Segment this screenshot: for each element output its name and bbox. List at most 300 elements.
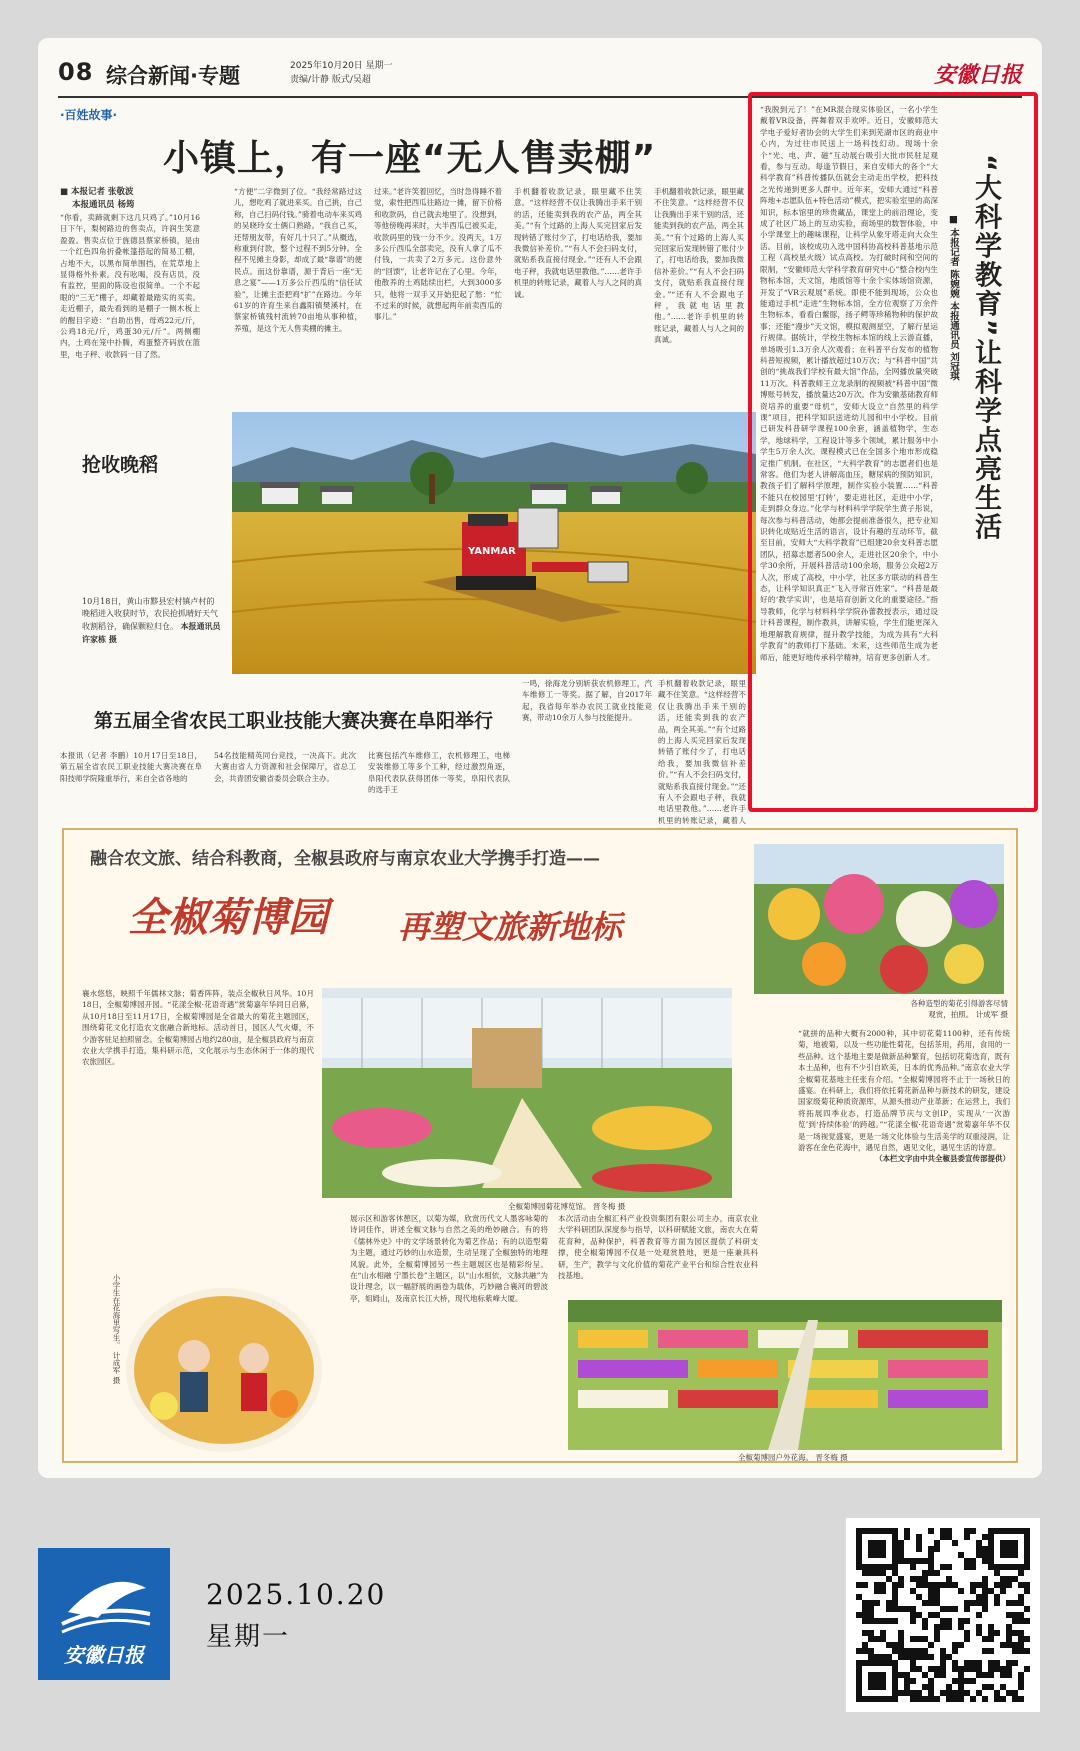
- qr-module: [958, 1642, 964, 1648]
- qr-module: [964, 1534, 970, 1540]
- qr-module: [1006, 1624, 1012, 1630]
- qr-module: [856, 1558, 862, 1564]
- qr-module: [994, 1570, 1000, 1576]
- qr-module: [862, 1660, 868, 1666]
- qr-module: [982, 1558, 988, 1564]
- story1-column-2: “方便”二字微到了位。“我经常路过这儿，想吃鸡了就进来买。自己挑，自己称，自己扫码付钱。”骑着电动车来买鸡的吴晓玲女士俩口熟路。“我自己买，还帮朋友带，有好几十只了。”从概选，称重到付款，整个过程不到5分钟。全程不见摊主身影，却成了最“靠谱”的便民点。而这份靠谱，源于背后一座“无息之宴”——1万多公斤西瓜的“信任试验”，让摊主歪把鸡“扩”在路边。今年61岁的许育生来自鑫阳镇樊溪村，在蔡家桥镇残村流转70亩地从事种植，养殖，是这个无人售卖棚的摊主。: [234, 187, 362, 333]
- story4-column-2: 展示区和游客休憩区，以菊为媒，欣赏历代文人墨客咏菊的诗词佳作，讲述全椒文脉与自然之美的绝妙融合。有的将《儒林外史》中的文学场景转化为菊艺作品；有的以造型菊为主题，通过巧妙的山水造景，生动呈现了全椒独特的地理风貌。此外，全椒菊博园另一些主题展区也是精彩纷呈。在“山水相融 宁墨长卷”主题区，以“山水相依，文脉共融”为设计理念，以一幅舒展的画卷为载体，巧妙融合襄河的碧波亭，姐姆山，及南京长江大桥，现代地标紫峰大厦。: [350, 1214, 548, 1303]
- qr-module: [916, 1546, 922, 1552]
- qr-module: [880, 1618, 886, 1624]
- qr-module: [1006, 1636, 1012, 1642]
- qr-module: [1024, 1558, 1030, 1564]
- qr-module: [922, 1696, 928, 1702]
- qr-module: [874, 1564, 880, 1570]
- qr-module: [1012, 1540, 1018, 1546]
- qr-module: [898, 1552, 904, 1558]
- qr-module: [916, 1636, 922, 1642]
- qr-module: [940, 1528, 946, 1534]
- qr-module: [892, 1582, 898, 1588]
- qr-module: [898, 1546, 904, 1552]
- qr-module: [892, 1666, 898, 1672]
- qr-module: [970, 1588, 976, 1594]
- qr-module: [970, 1678, 976, 1684]
- qr-module: [940, 1672, 946, 1678]
- qr-module: [1018, 1528, 1024, 1534]
- qr-module: [886, 1654, 892, 1660]
- qr-module: [898, 1648, 904, 1654]
- story-kicker: ·百姓故事·: [60, 108, 118, 122]
- qr-code-icon: [846, 1518, 1040, 1712]
- children-illustration: [124, 1286, 324, 1454]
- qr-module: [910, 1648, 916, 1654]
- qr-module: [928, 1642, 934, 1648]
- qr-module: [976, 1540, 982, 1546]
- qr-module: [1012, 1552, 1018, 1558]
- qr-module: [952, 1582, 958, 1588]
- harvester-brand: YANMAR: [468, 546, 516, 557]
- qr-module: [916, 1576, 922, 1582]
- qr-module: [1018, 1618, 1024, 1624]
- qr-module: [928, 1696, 934, 1702]
- qr-module: [934, 1612, 940, 1618]
- qr-module: [1024, 1534, 1030, 1540]
- qr-code[interactable]: [846, 1518, 1040, 1712]
- photo-side-heading: 抢收晚稻: [82, 454, 159, 476]
- photo-caption-b: 全椒菊博园菊花博览馆。 晋冬梅 摄: [508, 1202, 626, 1211]
- qr-module: [946, 1534, 952, 1540]
- qr-module: [1012, 1690, 1018, 1696]
- qr-module: [904, 1558, 910, 1564]
- story4-column-3: 本次活动由全椒汇科产业投资集团有限公司主办，南京农业大学科研团队深度参与指导，以科研赋能文旅，南农大在菊花育种，品种保护，科普教育等方面为园区提供了科研支撑，使全椒菊博园不仅是一处观赏胜地，更是一座兼具科研，生产，教学与文化价值的菊花产业平台和综合性农业科技基地。: [558, 1214, 758, 1281]
- qr-module: [874, 1588, 880, 1594]
- qr-module: [904, 1672, 910, 1678]
- qr-module: [928, 1582, 934, 1588]
- app-footer: [0, 1490, 1080, 1751]
- qr-module: [904, 1534, 910, 1540]
- qr-module: [862, 1582, 868, 1588]
- qr-module: [904, 1678, 910, 1684]
- qr-module: [1018, 1678, 1024, 1684]
- qr-module: [994, 1630, 1000, 1636]
- qr-module: [1006, 1612, 1012, 1618]
- qr-module: [868, 1636, 874, 1642]
- qr-module: [976, 1690, 982, 1696]
- qr-module: [976, 1666, 982, 1672]
- qr-module: [898, 1636, 904, 1642]
- footer-logo-block[interactable]: [38, 1548, 170, 1680]
- qr-module: [892, 1528, 898, 1534]
- qr-module: [868, 1618, 874, 1624]
- qr-module: [964, 1678, 970, 1684]
- qr-module: [982, 1684, 988, 1690]
- qr-module: [988, 1564, 994, 1570]
- qr-module: [988, 1672, 994, 1678]
- qr-module: [874, 1600, 880, 1606]
- rice-harvest-illustration: [232, 412, 756, 674]
- qr-module: [868, 1570, 874, 1576]
- qr-module: [1018, 1600, 1024, 1606]
- story1-text-1: “你看，卖蹄就剩下这几只鸡了。”10月16日下午，梨树路边的售卖点，许润生笑意盈盈。售卖点位于旌德县蔡家桥镇，是由一个红色四角折叠帐篷搭起的简易工棚，占地不大，以黑布简单围挡，在荒草地上显得格外朴素。没有吆喝，没有店员，没有监控，里面的陈设也很简单。一个不起眼的“三无”棚子，却藏着最踏实的买卖。走近棚子，最先看到的是棚子一侧木板上的醒目字迹：“自助出售，母鸡22元/斤，公鸡18元/斤，鸡蛋30元/斤”。两侧棚内，土鸡在笼中扑腾，鸡蛋整齐码放在篮里，电子秤、收款码一目了然。: [60, 213, 200, 359]
- qr-module: [952, 1696, 958, 1702]
- story4-text-4: “就拼的品种大概有2000种，其中切花菊1100种，还有传统菊，地被菊，以及一些功能性菊花，包括茶用，药用，食用的一些品种。这个基地主要是做新品种繁育，包括切花菊选育，既有本土品种，也有不少引自欧美，日本的优秀品种。”南京农业大学全椒菊花基地主任张有介绍。“全椒菊博园将不止于一场秋日的盛宴。在科研上，我们将依托菊花新品种与新技术的研发，建设国家级菊花种质资源库，从源头推动产业革新；在运营上，我们将拓展四季业态，打造品牌节庆与文创IP，实现从‘一次游览’到‘持续体验’的跨越。”“花漾全椒·花语奇遇”赏菊嘉年华不仅是一场视觉盛宴，更是一场文化体验与生活美学的双重浸润，让游客在金色花海中，遇见自然，遇见文化，遇见生活的诗意。: [798, 1029, 1010, 1153]
- qr-module: [976, 1594, 982, 1600]
- qr-module: [880, 1672, 886, 1678]
- qr-module: [874, 1552, 880, 1558]
- qr-module: [958, 1552, 964, 1558]
- qr-module: [982, 1672, 988, 1678]
- qr-module: [892, 1588, 898, 1594]
- qr-module: [982, 1600, 988, 1606]
- qr-module: [994, 1696, 1000, 1702]
- qr-module: [862, 1528, 868, 1534]
- qr-module: [886, 1696, 892, 1702]
- qr-module: [868, 1600, 874, 1606]
- qr-module: [1006, 1660, 1012, 1666]
- qr-module: [856, 1564, 862, 1570]
- qr-module: [904, 1648, 910, 1654]
- qr-module: [862, 1648, 868, 1654]
- qr-module: [868, 1528, 874, 1534]
- story1-column-1: [60, 186, 200, 396]
- qr-module: [976, 1660, 982, 1666]
- qr-module: [910, 1618, 916, 1624]
- qr-module: [934, 1696, 940, 1702]
- qr-module: [934, 1594, 940, 1600]
- qr-module: [940, 1690, 946, 1696]
- qr-module: [862, 1606, 868, 1612]
- qr-module: [940, 1660, 946, 1666]
- qr-module: [976, 1546, 982, 1552]
- qr-module: [1006, 1666, 1012, 1672]
- qr-module: [958, 1684, 964, 1690]
- qr-module: [922, 1624, 928, 1630]
- qr-module: [1012, 1642, 1018, 1648]
- qr-module: [940, 1582, 946, 1588]
- qr-module: [868, 1660, 874, 1666]
- qr-module: [880, 1546, 886, 1552]
- qr-module: [856, 1672, 862, 1678]
- qr-module: [868, 1654, 874, 1660]
- greenhouse-illustration: [322, 988, 732, 1198]
- qr-module: [940, 1606, 946, 1612]
- qr-module: [976, 1612, 982, 1618]
- headline-skills-contest: 第五届全省农民工职业技能大赛决赛在阜阳举行: [94, 710, 494, 732]
- qr-module: [934, 1666, 940, 1672]
- qr-module: [1000, 1546, 1006, 1552]
- qr-module: [868, 1546, 874, 1552]
- qr-module: [1006, 1540, 1012, 1546]
- qr-module: [910, 1696, 916, 1702]
- qr-module: [910, 1576, 916, 1582]
- qr-module: [880, 1636, 886, 1642]
- qr-module: [892, 1648, 898, 1654]
- qr-module: [880, 1588, 886, 1594]
- qr-module: [988, 1636, 994, 1642]
- qr-module: [880, 1684, 886, 1690]
- qr-module: [958, 1666, 964, 1672]
- qr-module: [982, 1552, 988, 1558]
- qr-module: [892, 1678, 898, 1684]
- qr-module: [922, 1654, 928, 1660]
- qr-module: [922, 1600, 928, 1606]
- qr-module: [1012, 1648, 1018, 1654]
- qr-module: [916, 1582, 922, 1588]
- qr-module: [892, 1690, 898, 1696]
- qr-module: [946, 1564, 952, 1570]
- qr-module: [1024, 1666, 1030, 1672]
- qr-module: [994, 1666, 1000, 1672]
- qr-module: [1000, 1666, 1006, 1672]
- qr-module: [898, 1582, 904, 1588]
- qr-module: [892, 1540, 898, 1546]
- story1-byline-1: ■ 本报记者 张敬波: [60, 187, 134, 197]
- qr-module: [892, 1594, 898, 1600]
- qr-module: [1012, 1612, 1018, 1618]
- flower-field-illustration: [568, 1300, 1002, 1450]
- story2-column-5: 手机翻着收款记录，眼里藏不住笑意。“这样经营不仅让我腾出手来干别的活，还能卖到我的农产品，两全其美。”“有个过路的上海人买完回家后发现转错了账付少了，打电话给我，要加我微信补差价。”“有人不会扫码支付，就贴系我直接付现金。”“还有人不会跟电子秤，我就电话里教他。”……老许手机里的转账记录，藏着人: [658, 679, 746, 825]
- qr-module: [988, 1540, 994, 1546]
- qr-module: [922, 1558, 928, 1564]
- qr-module: [868, 1564, 874, 1570]
- qr-module: [898, 1642, 904, 1648]
- qr-module: [874, 1654, 880, 1660]
- qr-module: [892, 1552, 898, 1558]
- photo-caption-c: 全椒菊博园户外花海。 晋冬梅 摄: [738, 1453, 848, 1462]
- qr-module: [928, 1552, 934, 1558]
- qr-module: [964, 1690, 970, 1696]
- qr-module: [982, 1636, 988, 1642]
- qr-module: [970, 1660, 976, 1666]
- qr-module: [868, 1612, 874, 1618]
- qr-module: [892, 1660, 898, 1666]
- qr-module: [994, 1594, 1000, 1600]
- qr-module: [922, 1648, 928, 1654]
- qr-module: [1000, 1552, 1006, 1558]
- qr-module: [982, 1594, 988, 1600]
- qr-module: [928, 1528, 934, 1534]
- qr-module: [964, 1630, 970, 1636]
- qr-module: [964, 1618, 970, 1624]
- qr-module: [862, 1564, 868, 1570]
- issue-date: 2025.10.20: [206, 1578, 387, 1611]
- qr-module: [910, 1636, 916, 1642]
- qr-module: [880, 1660, 886, 1666]
- qr-module: [928, 1558, 934, 1564]
- qr-module: [928, 1612, 934, 1618]
- qr-module: [874, 1678, 880, 1684]
- qr-module: [886, 1600, 892, 1606]
- qr-module: [946, 1624, 952, 1630]
- qr-module: [856, 1534, 862, 1540]
- photo-caption-text: 10月18日，黄山市黟县宏村镇卢村的晚稻进入收获时节，农民抢抓晴好天气收割稻谷，确保颗粒归仓。: [82, 597, 218, 631]
- qr-module: [904, 1684, 910, 1690]
- qr-module: [874, 1696, 880, 1702]
- flower-illustration-a: [754, 844, 1004, 994]
- qr-module: [1018, 1630, 1024, 1636]
- qr-module: [1000, 1582, 1006, 1588]
- story4-column-4: [798, 1028, 1010, 1290]
- qr-module: [1018, 1642, 1024, 1648]
- qr-module: [886, 1660, 892, 1666]
- qr-module: [1000, 1684, 1006, 1690]
- qr-module: [892, 1642, 898, 1648]
- qr-module: [856, 1612, 862, 1618]
- qr-module: [1006, 1582, 1012, 1588]
- qr-module: [868, 1606, 874, 1612]
- qr-module: [988, 1648, 994, 1654]
- qr-module: [958, 1678, 964, 1684]
- qr-module: [970, 1582, 976, 1588]
- qr-module: [928, 1690, 934, 1696]
- qr-module: [922, 1576, 928, 1582]
- qr-module: [892, 1684, 898, 1690]
- qr-module: [952, 1660, 958, 1666]
- qr-module: [934, 1540, 940, 1546]
- qr-module: [1000, 1642, 1006, 1648]
- qr-module: [976, 1624, 982, 1630]
- qr-module: [856, 1552, 862, 1558]
- qr-module: [1000, 1672, 1006, 1678]
- newspaper-page: [38, 38, 1042, 1478]
- headline-big-science-education: “大科学教育”让科学点亮生活: [970, 154, 1001, 542]
- qr-module: [910, 1666, 916, 1672]
- qr-module: [880, 1678, 886, 1684]
- qr-module: [934, 1600, 940, 1606]
- qr-module: [916, 1612, 922, 1618]
- qr-module: [880, 1570, 886, 1576]
- qr-module: [1012, 1660, 1018, 1666]
- qr-module: [922, 1684, 928, 1690]
- qr-module: [928, 1600, 934, 1606]
- qr-module: [964, 1528, 970, 1534]
- qr-module: [946, 1696, 952, 1702]
- qr-module: [874, 1636, 880, 1642]
- qr-module: [982, 1606, 988, 1612]
- qr-module: [898, 1672, 904, 1678]
- qr-module: [916, 1690, 922, 1696]
- qr-module: [880, 1582, 886, 1588]
- qr-module: [904, 1654, 910, 1660]
- qr-module: [988, 1684, 994, 1690]
- child-sketching-photo: [124, 1286, 324, 1454]
- qr-module: [988, 1546, 994, 1552]
- qr-module: [934, 1582, 940, 1588]
- qr-module: [880, 1540, 886, 1546]
- qr-module: [910, 1678, 916, 1684]
- qr-module: [952, 1666, 958, 1672]
- qr-module: [916, 1594, 922, 1600]
- qr-module: [964, 1636, 970, 1642]
- story2-column-1: 本报讯（记者 李鹏）10月17日至18日，第五届全省农民工职业技能大赛决赛在阜阳技师学院隆重举行，来自全省各地的: [60, 751, 202, 783]
- qr-module: [898, 1630, 904, 1636]
- qr-module: [880, 1630, 886, 1636]
- qr-module: [994, 1582, 1000, 1588]
- qr-module: [928, 1684, 934, 1690]
- qr-module: [868, 1678, 874, 1684]
- qr-module: [868, 1672, 874, 1678]
- qr-module: [928, 1666, 934, 1672]
- photo-caption: [82, 596, 222, 646]
- qr-module: [982, 1648, 988, 1654]
- qr-module: [892, 1606, 898, 1612]
- qr-module: [946, 1582, 952, 1588]
- qr-module: [916, 1534, 922, 1540]
- qr-module: [892, 1618, 898, 1624]
- story2-column-2: 54名技能精英同台竞技，一决高下。此次大赛由省人力资源和社会保障厅，省总工会，共青团安徽省委员会联合主办。: [214, 751, 356, 783]
- qr-module: [940, 1564, 946, 1570]
- qr-module: [994, 1690, 1000, 1696]
- qr-module: [1006, 1552, 1012, 1558]
- qr-module: [1018, 1696, 1024, 1702]
- qr-module: [952, 1648, 958, 1654]
- qr-module: [988, 1624, 994, 1630]
- story2-column-3: 比赛包括汽车维修工，农机修理工，电梯安装维修工等多个工种，经过激烈角逐，阜阳代表队获得团体一等奖，阜阳代表队的选手王: [368, 751, 510, 795]
- qr-module: [892, 1546, 898, 1552]
- qr-module: [892, 1564, 898, 1570]
- qr-module: [856, 1678, 862, 1684]
- story1-column-5: 手机翻着收款记录，眼里藏不住笑意。“这样经营不仅让我腾出手来干别的活，还能卖到我的农产品，两全其美。”“有个过路的上海人买完回家后发现转错了账付少了，打电话给我，要加我微信补差价。”“有人不会扫码支付，就贴系我直接付现金。”“还有人不会跟电子秤，我就电话里教他。”……老许手机里的转账记录，藏着人与人之间的真诚。: [654, 187, 744, 345]
- qr-module: [934, 1636, 940, 1642]
- qr-module: [892, 1534, 898, 1540]
- qr-module: [1006, 1672, 1012, 1678]
- qr-module: [982, 1576, 988, 1582]
- qr-module: [958, 1618, 964, 1624]
- qr-module: [862, 1612, 868, 1618]
- qr-module: [886, 1618, 892, 1624]
- qr-module: [928, 1546, 934, 1552]
- qr-module: [856, 1690, 862, 1696]
- qr-module: [946, 1528, 952, 1534]
- qr-module: [988, 1660, 994, 1666]
- qr-module: [862, 1630, 868, 1636]
- qr-module: [958, 1690, 964, 1696]
- qr-module: [874, 1528, 880, 1534]
- qr-module: [946, 1618, 952, 1624]
- qr-module: [976, 1672, 982, 1678]
- qr-module: [970, 1666, 976, 1672]
- qr-module: [892, 1672, 898, 1678]
- qr-module: [892, 1600, 898, 1606]
- qr-module: [886, 1564, 892, 1570]
- qr-module: [856, 1648, 862, 1654]
- qr-module: [1024, 1552, 1030, 1558]
- qr-module: [1006, 1642, 1012, 1648]
- qr-module: [856, 1528, 862, 1534]
- qr-module: [904, 1606, 910, 1612]
- qr-module: [1024, 1636, 1030, 1642]
- exhibition-hall-photo: [322, 988, 732, 1198]
- qr-module: [934, 1624, 940, 1630]
- masthead-meta: [290, 59, 393, 87]
- qr-module: [922, 1636, 928, 1642]
- qr-module: [988, 1558, 994, 1564]
- qr-module: [1012, 1600, 1018, 1606]
- qr-module: [970, 1696, 976, 1702]
- qr-module: [964, 1558, 970, 1564]
- qr-module: [856, 1666, 862, 1672]
- qr-module: [1018, 1594, 1024, 1600]
- qr-module: [994, 1528, 1000, 1534]
- qr-module: [1018, 1648, 1024, 1654]
- qr-module: [934, 1546, 940, 1552]
- story4-column-1: 襄水悠悠，映照千年儒林文脉；菊香阵阵，装点全椒秋日风华。10月18日，全椒菊博园开园。“花漾全椒·花语奇遇”赏菊嘉年华同日启幕，从10月18日至11月17日，全椒菊博园是全省最大的菊花主题园区，围绕菊花文化打造农文旅融合新地标。活动首日，园区人气火爆，不少游客驻足拍照留念。全椒菊博园占地约280亩，是全椒县政府与南京农业大学携手打造，集科研示范，文化展示与生态休闲于一体的现代农旅园区。: [82, 989, 314, 1067]
- qr-module: [964, 1660, 970, 1666]
- qr-module: [880, 1654, 886, 1660]
- qr-module: [898, 1558, 904, 1564]
- date-line: 2025年10月20日 星期一: [290, 61, 393, 71]
- photo-caption-d: 小学生在花海里写生。 计成军 摄: [112, 1274, 121, 1384]
- qr-module: [940, 1654, 946, 1660]
